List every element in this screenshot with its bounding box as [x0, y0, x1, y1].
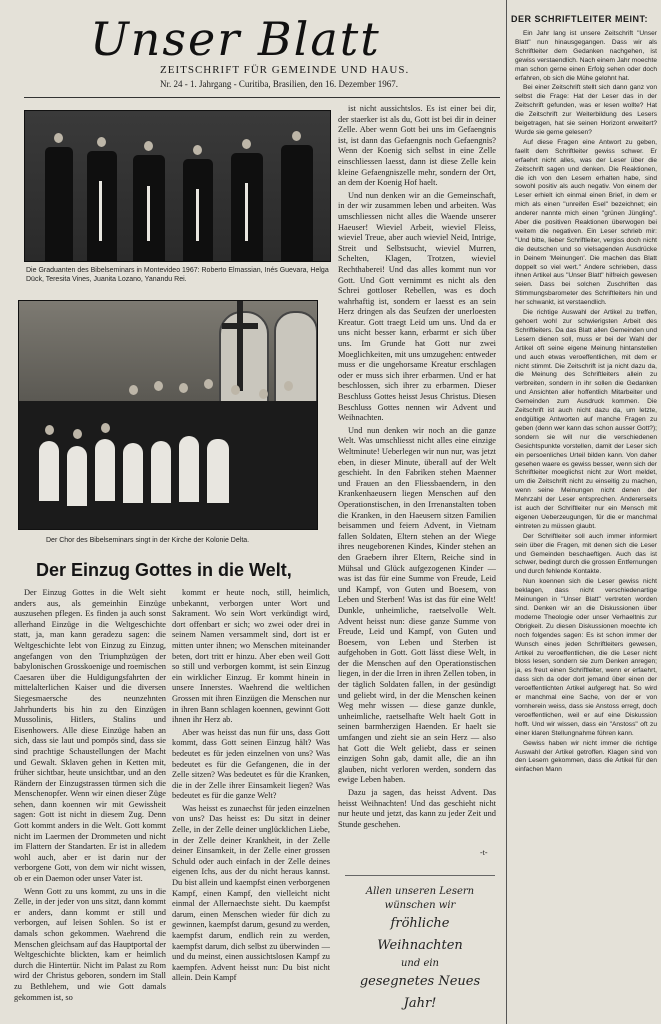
newspaper-subtitle: ZEITSCHRIFT FÜR GEMEINDE UND HAUS. [160, 64, 410, 76]
greeting-divider [345, 875, 495, 876]
sidebar-heading: DER SCHRIFTLEITER MEINT: [511, 14, 648, 24]
graduates-photo [24, 110, 331, 262]
sidebar-paragraph: Die richtige Auswahl der Artikel zu treffen, gehoert wohl zur schwierigsten Arbeit des Schriftleiters. Da das Blatt allen Gemeinden und Lesern dienen soll, muss er bei der Wahl der Artikel oft seine eigene Meinung hintanstellen und auch etwas veroeffentlichen, mit dem er nicht stimmt. Die Zeitschrift ist ja nicht dazu da, die Meinung des Schriftleiters allein zu verbreiten, sondern in ihr sollen die Gedanken und Ansichten aller hoffentlich Mitarbeiter und Gemeinden zum Ausdruck kommen. Die Zeitschrift ist auch nicht dazu da, um letzte, endgültige Antworten auf manche Fragen zu geben (denn wer kann das schon ausser Gott?); sondern sie will nur die verschiedenen Gesichtspunkte vorstellen, damit der Leser sich ein persoenliches Urteil bilden kann. Von daher gesehen waere es gewiss besser, wenn sich der Schriftleiter moeglichst nicht zur Wort meldet, um die Zeitschrift nicht zu einseitig zu machen, wenn seine Meinungen nicht denen der Mehrzahl der Leser entsprechen. Andererseits ist auch der Schriftleiter nur ein Mensch mit eigenen Ueberzeugungen, für die er manchmal eintreten zu müssen glaubt. [515, 309, 657, 530]
article-column-2 [172, 588, 330, 1020]
article-paragraph: ist nicht aussichtslos. Es ist einer bei dir, der staerker ist als du, Gott ist bei dir in deiner Zelle. Aber wenn Gott bei uns im Gefaengnis ist, ist dann das Gefaengnis noch Gefaengnis? Wenn der Koenig sich selbst in eine Zelle einschliessen laesst, dann ist diese Zelle kein kleine Gefaengniszelle mehr, sondern der Ort, an dem der Koenig Hof haelt. [338, 104, 496, 188]
newspaper-title: Unser Blatt [90, 12, 381, 66]
sidebar-paragraph: Bei einer Zeitschrift stellt sich dann ganz von selbst die Frage: Hat der Leser das in der Zeitschrift gefunden, was er lesen wollte? Hat die Zeitschrift zur Weiterbildung des Lesers beigetragen, hat sie seinen Horizont erweitert? Wurde sie gerne gelesen? [515, 84, 657, 136]
greeting-line: fröhliche Weihnachten [377, 916, 463, 953]
article-paragraph: Was heisst es zunaechst für jeden einzelnen von uns? Das heisst es: Du sitzt in deiner Zelle, in der Zelle deiner unglücklichen Liebe, in der Zelle deiner Krankheit, in der Zelle deiner Einsamkeit, in der Zelle einer grossen Schuld oder auch einfach in der Zelle deines eigenen Ichs, aus der du nicht heraus kannst. Du bist allein und kaempfst einen verborgenen Kampf, einen Kampf, den vielleicht nicht einmal der Allernaechste sieht. Du kaempfst darum, einen Menschen wieder für dich zu gewinnen, kaempfst darum, gesund zu werden, kaempfst darum, endlich rein zu werden, kaempfst darum, dich selbst zu überwinden — und du meinst, einen aussichtslosen Kampf zu kaempfen. Advent heisst nun: Du bist nicht allein. Dein Kampf [172, 803, 330, 983]
greeting-line: wünschen wir [384, 900, 456, 911]
article-paragraph: Der Einzug Gottes in die Welt sieht anders aus, als gemeinhin Einzüge auszusehen pflegen. Es finden ja auch sonst allerhand Einzüge in die Weltgeschichte statt, ja, man kann geradezu sagen: die Weltgeschichte lebt von Einzug zu Einzug, angefangen von den Triumphzügen der babylonischen Grosskoenige und roemischen Caesaren über die Huldigungsfahrten der mittelalterlichen Kaiser und die diversen Siegesmaersche des neunzehnten Jahrhunderts bis hin zu den Einzügen Mussolinis, Hitlers, Stalins und Eisenhowers. Alle diese Einzüge haben an sich, dass sie laut und pompös sind, dass sie sind prachtige Schaustellungen der Macht und Gewalt. Sklaven gehen in Ketten mit, früher sichtbar, heute unsichtbar, und an den Rändern der Einzugstrassen türmen sich die Menschenopfer. Wenn wir einen dieser Züge sehen, dann koennen wir mit Gewissheit sagen: Gott ist nicht in diesem Zug. Denn Gott kommt anders in die Welt. Gott kommt nicht im Laermen der Drommeten und nicht im Flattern der Standarten. Er ist in alledem wohl auch, aber er ist darin nur der verborgene Gott, von dem wir nicht wissen, ob er ein Daemon oder unser Vater ist. [14, 588, 166, 884]
issue-line: Nr. 24 - 1. Jahrgang - Curitiba, Brasilien, den 16. Dezember 1967. [160, 79, 399, 89]
choir-photo-caption: Der Chor des Bibelseminars singt in der Kirche der Kolonie Delta. [46, 537, 250, 544]
article-paragraph: Aber was heisst das nun für uns, dass Gott kommt, dass Gott seinen Einzug hält? Was bedeutet es für jeden einzelnen von uns? Was bedeutet es für die Gefangenen, die in der Zelle sitzen? Was bedeutet es für die Kranken, die in der Zelle ihrer Einsamkeit liegen? Was bedeutet es für die ganze Welt? [172, 727, 330, 801]
article-paragraph: Und nun denken wir noch an die ganze Welt. Was umschliesst nicht alles eine einzige Weltminute! Ueberlegen wir nun nur, was jetzt eben, in dieser Minute, überall auf der Welt geschieht. In den Fabriken stehen Maenner und Frauen an den Fliessbaendern, in den Krankenhaeusern liegen Menschen auf den Operationstischen, in den Irrenanstalten toben die Kranken, in den Haeusern sitzen Familien beisammen und feiern Advent, in Vietnam fallen Soldaten, Eltern stehen an der Wiege ihres neugeborenen Kindes, Kinder stehen an den Graebern ihrer Eltern, Reiche sind in Mühsal und Glück aufgezogenen Kinder — was ist das für eine Summe von Freude, Leid und Kampf, von Guten und Boesem, von Leben und Sterben! Was ist das für eine Welt! Dunkle, unheimliche, raetselvolle Welt. Advent heisst nun: diese ganze Summe von Freude, Leid und Kampf, von Guten und Boesem, von Leben und Sterben ist aufgehoben in Gott. Gott lässt diese Welt, in der die Menschen auf den Operationstischen liegen, in der die Irren in ihren Zellen toben, in der täglich Soldaten fallen, in der gesündigt und geliebt wird, in der die Menschen keinen Weg mehr wissen — diese ganze dunkle, unheimliche, raetselhafte Welt haelt Gott in seinen barmherzigen Haenden. Er haelt sie umfangen und zieht sie an sein Herz — also hat Gott die Welt geliebt, dass er seinen einzigen Sohn gab, damit alle, die an ihn glauben, nicht verloren werden, sondern das ewige Leben haben. [338, 425, 496, 785]
greeting-line: Allen unseren Lesern [365, 886, 475, 897]
article-paragraph: Dazu ja sagen, das heisst Advent. Das heisst Weihnachten! Und das geschieht nicht nur heute und jetzt, das kann zu jeder Zeit und Stunde geschehen. [338, 788, 496, 829]
sidebar-paragraph: Der Schriftleiter soll auch immer informiert sein über die Fragen, mit denen sich die Leser und Gemeinden beschaeftigen. Auch das ist schwer, bedingt durch die grossen Entfernungen und durch fehlende Kontakte. [515, 532, 657, 576]
article-column-3 [338, 104, 496, 844]
graduates-photo-caption: Die Graduanten des Bibelseminars in Montevideo 1967: Roberto Elmassian, Inés Guevara, Helga Dück, Teresita Vines, Juanita Lozano, Yanandu Rei. [26, 267, 329, 283]
sidebar-text [515, 30, 657, 1020]
sidebar-paragraph: Gewiss haben wir nicht immer die richtige Auswahl der Artikel getroffen. Klagen sind von den Lesern gekommen, dass die Artikel für den einfachen Mann [515, 739, 657, 774]
article-paragraph: Wenn Gott zu uns kommt, zu uns in die Zelle, in der jeder von uns sitzt, dann kommt er anders, dann kommt er still und verborgen, auf leisen Sohlen. So ist er damals schon gekommen. Waehrend die Menschen gleichsam auf das Hauptportal der Weltgeschichte blickten, kam er heimlich durch die Hintertür. Nicht im Palast zu Rom wird der Christus geboren, sondern im Stall zu Bethlehem, und wie Gott damals gekommen ist, so [14, 886, 166, 1002]
sidebar-paragraph: Auf diese Fragen eine Antwort zu geben, faellt dem Schriftleiter gewiss schwer. Er erfaehrt nicht alles, was der Leser über die Zeitschrift sagen und denken. Die Reaktionen, die ich von den Lesern erhalten habe, sind sowohl positiv als auch negativ. Von einem der Leser erhielt ich einmal einen Brief, in dem er mich als einen "unreifen Esel" bezeichnet; ein anderer nannte mich einen "grünen Jüngling". Aber die positiven Reaktionen überwogen bei weitem die negativen. Ein Leser schrieb mir: "Und bitte, lieber Schriftleiter, vergiss doch nicht die deutschen und so vielsagenden Ausdrücke in Deinem 'Meinungen'. Die machen das Blatt doppelt so viel wert." Andere schrieben, dass ihnen Artikel aus "Unser Blatt" hilfreich gewesen seien. Dass bei solchen Zuschriften das Stimmungsbarometer des Schriftleiters hin und her schwankt, ist verstaendlich. [515, 138, 657, 307]
article-paragraph: kommt er heute noch, still, heimlich, unbekannt, verborgen unter Wort und Sakrament. Wo sein Wort verkündigt wird, dort offenbart er sich; wo zwei oder drei in seinem Namen versammelt sind, dort ist er mitten unter ihnen; wo Menschen miteinander beten, dort tritt er hinzu. Aber eben weil Gott so still und verborgen kommt, ist sein Einzug ein wirklicher Einzug. Er kommt hinein in unsere Innerstes. Waehrend die weltlichen Grossen mit ihren Einzügen die Menschen nur in ihren Bann schlagen koennen, gewinnt Gott ihnen ihr Herz ab. [172, 588, 330, 725]
sidebar-paragraph: Ein Jahr lang ist unsere Zeitschrift "Unser Blatt" nun hinausgegangen. Dass wir als Schriftleiter dem Gedanken nachgehen, ist gewiss verstaendlich. Nach einem Jahr moechte man schon gerne einen Erfolg sehen oder doch erfahren, ob sich die Mühe gelohnt hat. [515, 30, 657, 82]
article-headline: Der Einzug Gottes in die Welt, [36, 560, 292, 580]
masthead-rule [24, 97, 500, 98]
sidebar-paragraph: Nun koennen sich die Leser gewiss nicht beklagen, dass nicht verschiedenartige Meinungen in "Unser Blatt" vertreten worden sind. Denken wir an die Diskussionen über moderne Theologie oder unser Verhaeltnis zur Obrigkeit. Zu diesen Diskussionen moechte ich noch folgendes sagen: Es ist schon immer der Wunsch eines jeden Schriftleiters gewesen, Artikel zu veroeffentlichen, die die Leser nicht bloss lesen, sondern sie zum Denken anregen; ja, es freut einen Schriftleiter, wenn er erfaehrt, dass sich da oder dort jemand über einen der veroeffentlichten Artikel aufgeregt hat. So wird er manchmal eine Sache, von der er von vornherein weiss, dass sie Anstoss erregt, doch veroeffentlichen, weil er auf eine Diskussion hofft. Und wir wissen, dass ein "Anstoss" oft zu einer klaren Stellungnahme führen kann. [515, 578, 657, 737]
article-column-1 [14, 588, 166, 1020]
christmas-greeting [350, 885, 490, 1020]
masthead [20, 4, 500, 92]
article-paragraph: Und nun denken wir an die Gemeinschaft, in der wir zusammen leben und arbeiten. Was umschliessen nicht alles die Waende unserer Haeuser! Wieviel Arbeit, wieviel Fleiss, wieviel Treue, aber auch wieviel Neid, Intrige, Streit und Selbstsucht, wieviel Murren, Schelten, Klagen, Trotzen, wieviel Rechthaberei! Und das alles kommt nun vor Gott. Und Gott vernimmt es nicht als den Schrei gottloser Rebellen, was es doch wahrhaftig ist, sondern er laesst es an sein Herz dringen als das Seufzen der unerloesten Kreatur. Gott traegt Leid um uns. Und da er uns nicht besser kann, erbarmt er sich über uns. Im Grunde hat Gott nur zwei Moeglichkeiten, mit uns umzugehen: entweder muss er die ungehorsame Kreatur erschlagen oder er muss sich ihrer erbarmen. Und er hat beschlossen, sich ihrer zu erbarmen. Dieser Beschluss Gottes heisst Jesus Christus. Diesen Beschluss Gottes nennen wir Advent und Weihnachten. [338, 190, 496, 423]
greeting-line: und ein [400, 958, 440, 969]
greeting-line: gesegnetes Neues Jahr! [359, 974, 481, 1011]
choir-photo [18, 300, 318, 530]
editor-sidebar [506, 0, 661, 1024]
article-signature: -t- [480, 848, 488, 857]
